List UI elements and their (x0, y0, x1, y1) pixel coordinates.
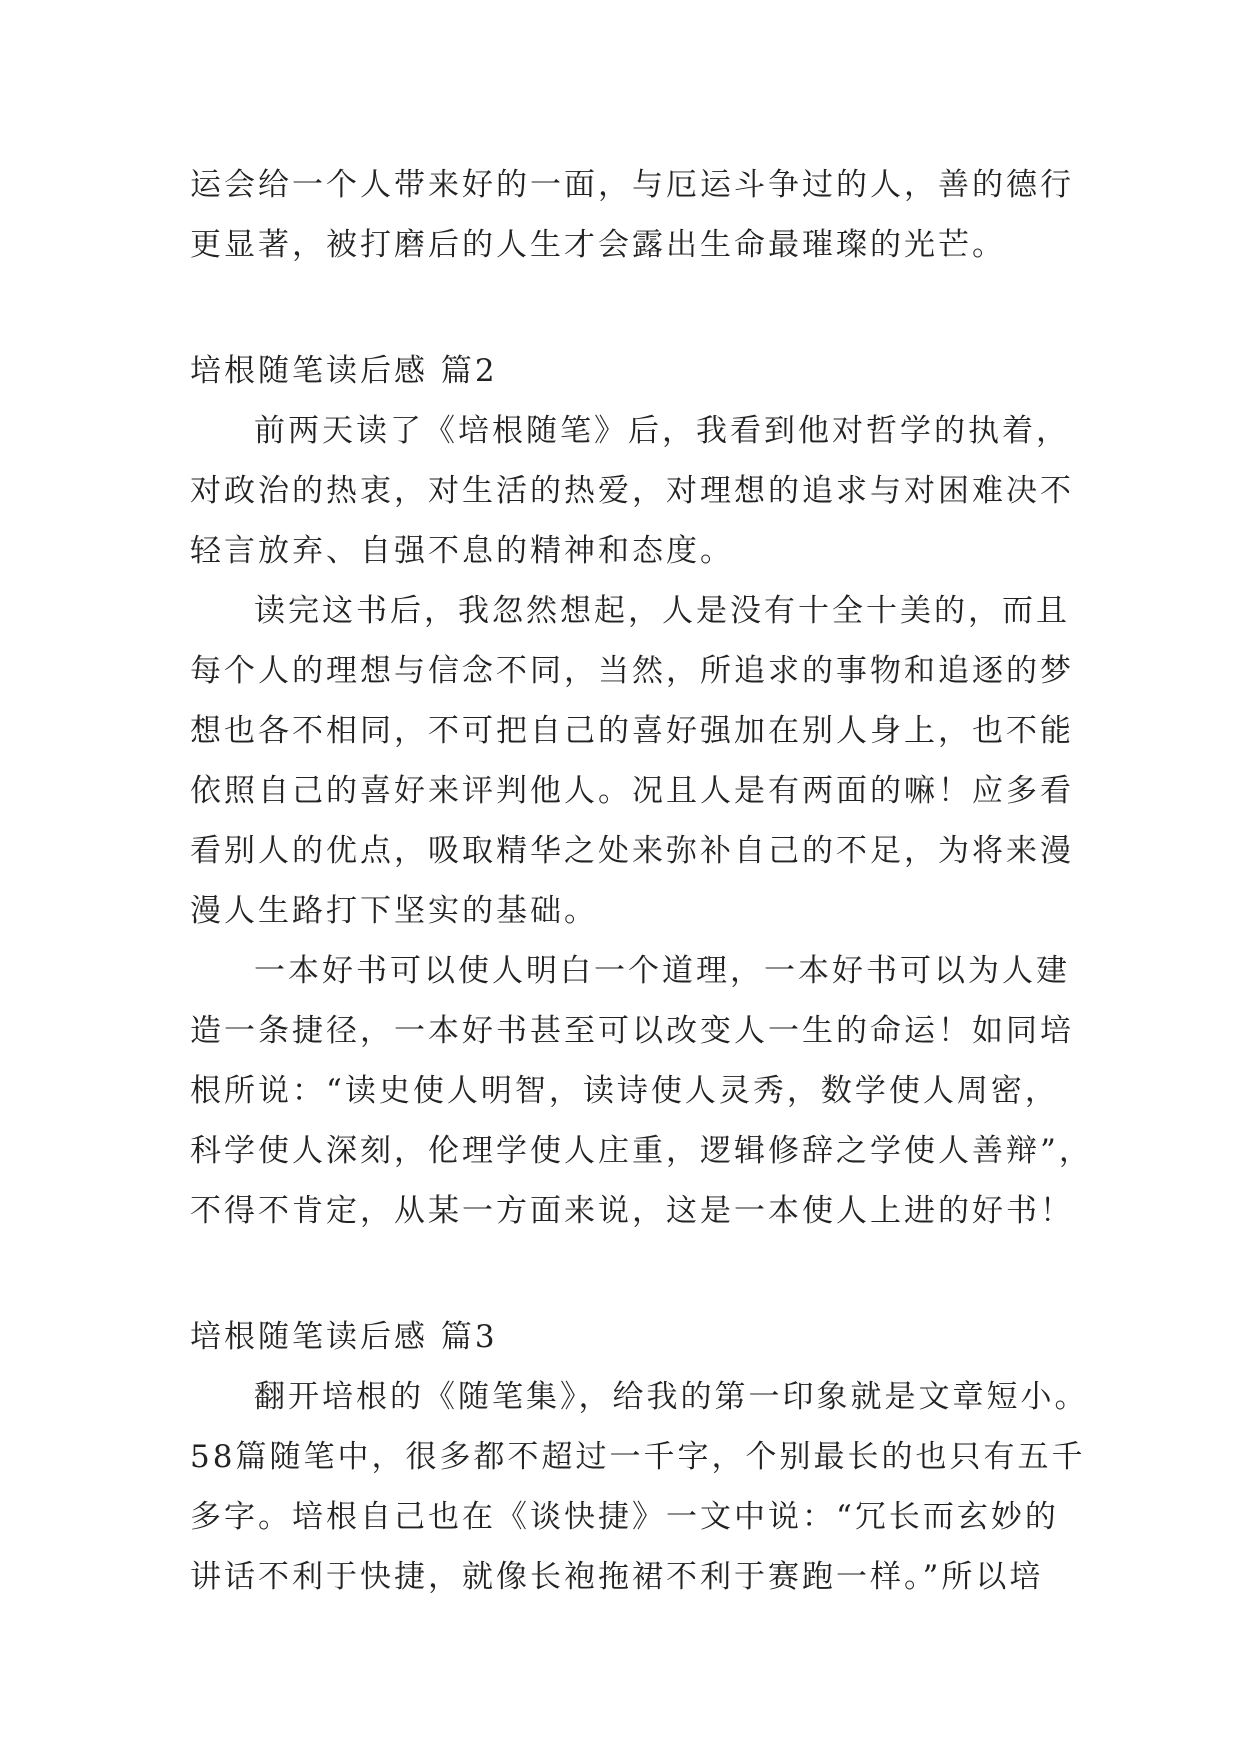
text-line: 前两天读了《培根随笔》后，我看到他对哲学的执着， (254, 413, 1070, 449)
text-line: 根所说：“读史使人明智，读诗使人灵秀，数学使人周密， (190, 1073, 1059, 1109)
text-line: 轻言放弃、自强不息的精神和态度。 (190, 533, 734, 569)
section-gap (190, 1241, 1070, 1307)
text-line: 更显著，被打磨后的人生才会露出生命最璀璨的光芒。 (190, 227, 1006, 263)
text-line: 漫人生路打下坚实的基础。 (190, 893, 598, 929)
text-line: 一本好书可以使人明白一个道理，一本好书可以为人建 (254, 953, 1070, 989)
paragraph (190, 581, 1074, 941)
text-line: 想也各不相同，不可把自己的喜好强加在别人身上，也不能 (190, 713, 1074, 749)
text-line: 读完这书后，我忽然想起，人是没有十全十美的，而且 (254, 593, 1070, 629)
text-line: 造一条捷径，一本好书甚至可以改变人一生的命运！如同培 (190, 1013, 1074, 1049)
text-line: 每个人的理想与信念不同，当然，所追求的事物和追逐的梦 (190, 653, 1074, 689)
section-2 (190, 341, 1093, 1241)
section-gap (190, 275, 1070, 341)
paragraph (190, 1367, 1089, 1607)
section-heading: 培根随笔读后感 篇2 (190, 353, 498, 389)
text-line: 依照自己的喜好来评判他人。况且人是有两面的嘛！应多看 (190, 773, 1074, 809)
text-line: 科学使人深刻，伦理学使人庄重，逻辑修辞之学使人善辩”， (190, 1133, 1093, 1169)
section-3 (190, 1307, 1089, 1607)
text-line: 看别人的优点，吸取精华之处来弥补自己的不足，为将来漫 (190, 833, 1074, 869)
section-heading: 培根随笔读后感 篇3 (190, 1319, 498, 1355)
document-page (190, 155, 1093, 1607)
paragraph (190, 401, 1074, 581)
paragraph (190, 941, 1093, 1241)
intro-paragraph (190, 155, 1074, 275)
text-line: 讲话不利于快捷，就像长袍拖裙不利于赛跑一样。”所以培 (190, 1559, 1044, 1595)
text-line: 运会给一个人带来好的一面，与厄运斗争过的人，善的德行 (190, 167, 1074, 203)
text-line: 翻开培根的《随笔集》，给我的第一印象就是文章短小。 (254, 1379, 1089, 1415)
text-line: 不得不肯定，从某一方面来说，这是一本使人上进的好书！ (190, 1193, 1074, 1229)
text-line: 58篇随笔中，很多都不超过一千字，个别最长的也只有五千 (190, 1439, 1086, 1475)
text-line: 多字。培根自己也在《谈快捷》一文中说：“冗长而玄妙的 (190, 1499, 1059, 1535)
text-line: 对政治的热衷，对生活的热爱，对理想的追求与对困难决不 (190, 473, 1074, 509)
